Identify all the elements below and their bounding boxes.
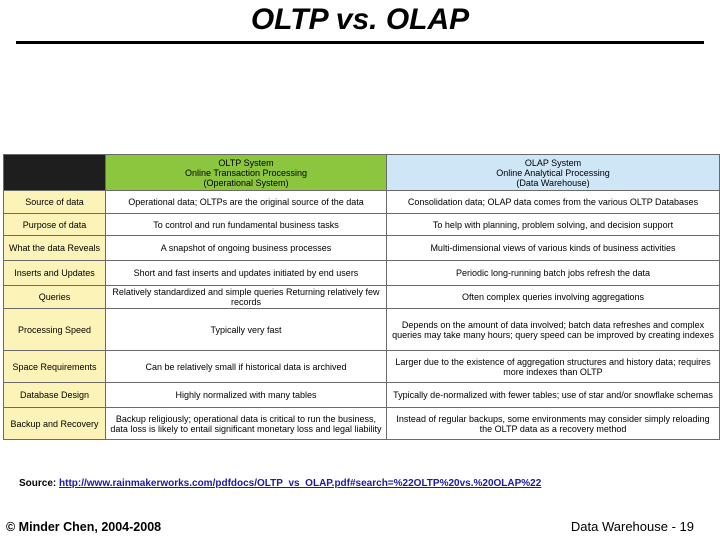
oltp-cell: Short and fast inserts and updates initiated by end users	[106, 261, 387, 286]
olap-header-line: Online Analytical Processing	[496, 167, 610, 178]
oltp-header-line: (Operational System)	[203, 177, 289, 188]
olap-cell: To help with planning, problem solving, and decision support	[387, 214, 720, 236]
olap-cell: Consolidation data; OLAP data comes from the various OLTP Databases	[387, 191, 720, 214]
copyright-footer: © Minder Chen, 2004-2008	[6, 520, 162, 534]
oltp-cell: Relatively standardized and simple queries Returning relatively few records	[106, 286, 387, 309]
row-label: What the data Reveals	[4, 236, 106, 261]
header-corner-cell	[4, 155, 106, 191]
source-link[interactable]: http://www.rainmakerworks.com/pdfdocs/OLTP_vs_OLAP.pdf#search=%22OLTP%20vs.%20OLAP%22	[59, 478, 542, 489]
oltp-cell: Backup religiously; operational data is critical to run the business, data loss is likely to entail significant monetary loss and legal liability	[106, 408, 387, 440]
table-row	[4, 191, 720, 214]
oltp-header	[106, 155, 387, 191]
table-row	[4, 286, 720, 309]
row-label: Source of data	[4, 191, 106, 214]
row-label: Inserts and Updates	[4, 261, 106, 286]
row-label: Space Requirements	[4, 351, 106, 383]
slide-title: OLTP vs. OLAP	[250, 3, 470, 36]
olap-cell: Typically de-normalized with fewer tables; use of star and/or snowflake schemas	[387, 383, 720, 408]
table-row	[4, 236, 720, 261]
page-number-footer: Data Warehouse - 19	[570, 519, 694, 534]
table-header-row	[4, 155, 720, 191]
olap-cell: Multi-dimensional views of various kinds of business activities	[387, 236, 720, 261]
oltp-cell: A snapshot of ongoing business processes	[106, 236, 387, 261]
oltp-header-line: OLTP System	[218, 157, 274, 168]
olap-header-line: (Data Warehouse)	[516, 177, 590, 188]
table-row	[4, 383, 720, 408]
row-label: Processing Speed	[4, 309, 106, 351]
oltp-cell: To control and run fundamental business tasks	[106, 214, 387, 236]
row-label: Database Design	[4, 383, 106, 408]
table-row	[4, 309, 720, 351]
oltp-cell: Typically very fast	[106, 309, 387, 351]
source-label: Source:	[19, 478, 60, 489]
oltp-cell: Highly normalized with many tables	[106, 383, 387, 408]
row-label: Queries	[4, 286, 106, 309]
oltp-header-line: Online Transaction Processing	[184, 167, 308, 178]
table-row	[4, 351, 720, 383]
table-row	[4, 408, 720, 440]
comparison-table	[3, 154, 720, 440]
title-underline	[16, 41, 704, 44]
table-row	[4, 261, 720, 286]
table-row	[4, 214, 720, 236]
row-label: Backup and Recovery	[4, 408, 106, 440]
olap-cell: Periodic long-running batch jobs refresh the data	[387, 261, 720, 286]
oltp-cell: Can be relatively small if historical data is archived	[106, 351, 387, 383]
olap-header-line: OLAP System	[524, 157, 582, 168]
olap-header	[387, 155, 720, 191]
olap-cell: Often complex queries involving aggregations	[387, 286, 720, 309]
oltp-cell: Operational data; OLTPs are the original source of the data	[106, 191, 387, 214]
olap-cell: Larger due to the existence of aggregation structures and history data; requires more indexes than OLTP	[387, 351, 720, 383]
source-citation	[19, 478, 541, 489]
row-label: Purpose of data	[4, 214, 106, 236]
olap-cell: Instead of regular backups, some environments may consider simply reloading the OLTP data as a recovery method	[387, 408, 720, 440]
olap-cell: Depends on the amount of data involved; batch data refreshes and complex queries may take many hours; query speed can be improved by creating indexes	[387, 309, 720, 351]
